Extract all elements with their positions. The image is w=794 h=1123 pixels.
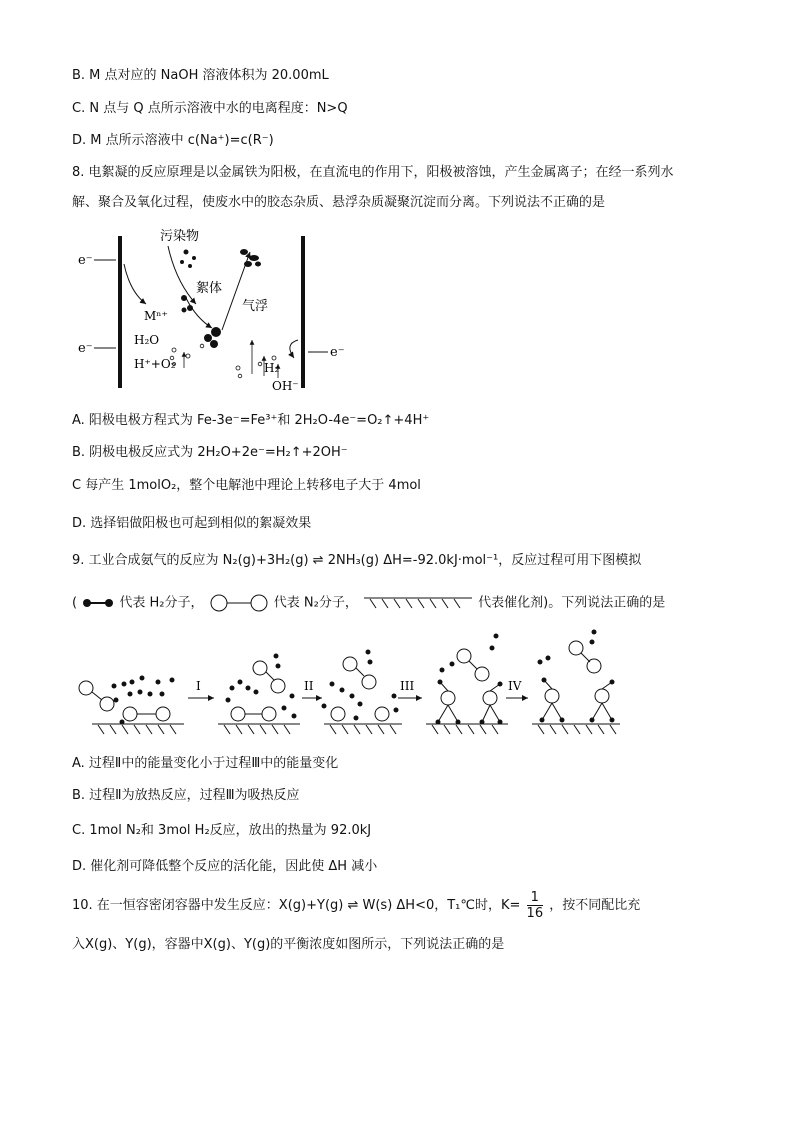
q9-legend-line [72,593,665,613]
q8-option-d: D. 选择铝做阳极也可起到相似的絮凝效果 [72,516,312,531]
stage-4 [426,634,508,735]
q8-stem-line1: 8. 电絮凝的反应原理是以金属铁为阳极，在直流电的作用下，阳极被溶蚀，产生金属离子；在经一系列水 [72,165,674,180]
q9-option-b: B. 过程Ⅱ为放热反应，过程Ⅲ为吸热反应 [72,788,300,803]
q8-option-c: C 每产生 1molO₂，整个电解池中理论上转移电子大于 4mol [72,478,421,493]
floc-label: 絮体 [196,281,223,296]
legend-catalyst-text: 代表催化剂)。下列说法正确的是 [478,595,666,611]
electrocoagulation-diagram [72,222,362,394]
step-2-label: II [304,679,314,693]
q7-option-c: C. N 点与 Q 点所示溶液中水的电离程度：N>Q [72,101,348,116]
k-denominator: 16 [526,906,544,921]
q9-option-d: D. 催化剂可降低整个反应的活化能，因此使 ΔH 减小 [72,859,378,874]
step-1-label: I [196,679,201,693]
ammonia-synthesis-process-diagram [72,626,632,738]
k-fraction [527,890,544,921]
legend-n2-text: 代表 N₂分子， [273,595,358,611]
q10-stem-part2: ，按不同配比充 [549,898,641,913]
electron-label-left-bottom: e⁻ [78,341,93,356]
legend-open-paren: ( [72,595,78,611]
hydroxide-label: OH⁻ [272,379,299,393]
q7-option-d: D. M 点所示溶液中 c(Na⁺)=c(R⁻) [72,133,274,148]
q9-stem-line1: 9. 工业合成氨气的反应为 N₂(g)+3H₂(g) ⇌ 2NH₃(g) ΔH=-92.0kJ·mol⁻¹，反应过程可用下图模拟 [72,553,642,568]
q10-stem-part1: 10. 在一恒容密闭容器中发生反应：X(g)+Y(g) ⇌ W(s) ΔH<0，T₁℃时，K= [72,898,521,913]
anode-products-label: H⁺+O₂ [134,357,176,371]
stage-5 [532,630,620,735]
catalyst-surface-icon [362,596,474,610]
q8-option-a: A. 阳极电极方程式为 Fe-3e⁻=Fe³⁺和 2H₂O-4e⁻=O₂↑+4H⁺ [72,413,430,428]
stage-1 [79,676,184,735]
q10-stem-line1 [72,890,640,921]
stage-2 [218,654,300,735]
electron-label-right: e⁻ [330,345,345,360]
electron-label-left-top: e⁻ [78,253,93,268]
stage-3 [322,650,403,735]
cathode-plate [301,236,305,388]
pollutant-label: 污染物 [160,229,200,244]
q10-stem-line2: 入X(g)、Y(g)，容器中X(g)、Y(g)的平衡浓度如图所示，下列说法正确的是 [72,937,505,952]
q9-option-c: C. 1mol N₂和 3mol H₂反应，放出的热量为 92.0kJ [72,823,372,838]
float-label: 气浮 [242,299,269,314]
step-4-label: IV [508,679,522,693]
metal-ion-label: Mⁿ⁺ [144,309,168,323]
q8-stem-line2: 解、聚合及氧化过程，使废水中的胶态杂质、悬浮杂质凝聚沉淀而分离。下列说法不正确的是 [72,195,606,210]
q7-option-b: B. M 点对应的 NaOH 溶液体积为 20.00mL [72,68,329,83]
q8-option-b: B. 阴极电极反应式为 2H₂O+2e⁻=H₂↑+2OH⁻ [72,445,348,460]
legend-h2-text: 代表 H₂分子， [119,595,204,611]
hydrogen-label: H₂ [264,361,280,375]
q9-option-a: A. 过程Ⅱ中的能量变化小于过程Ⅲ中的能量变化 [72,756,339,771]
k-numerator: 1 [527,890,544,906]
water-label: H₂O [134,333,160,347]
h2-molecule-icon [81,597,115,609]
n2-molecule-icon [208,593,270,613]
anode-plate [118,236,122,388]
step-3-label: III [400,679,415,693]
